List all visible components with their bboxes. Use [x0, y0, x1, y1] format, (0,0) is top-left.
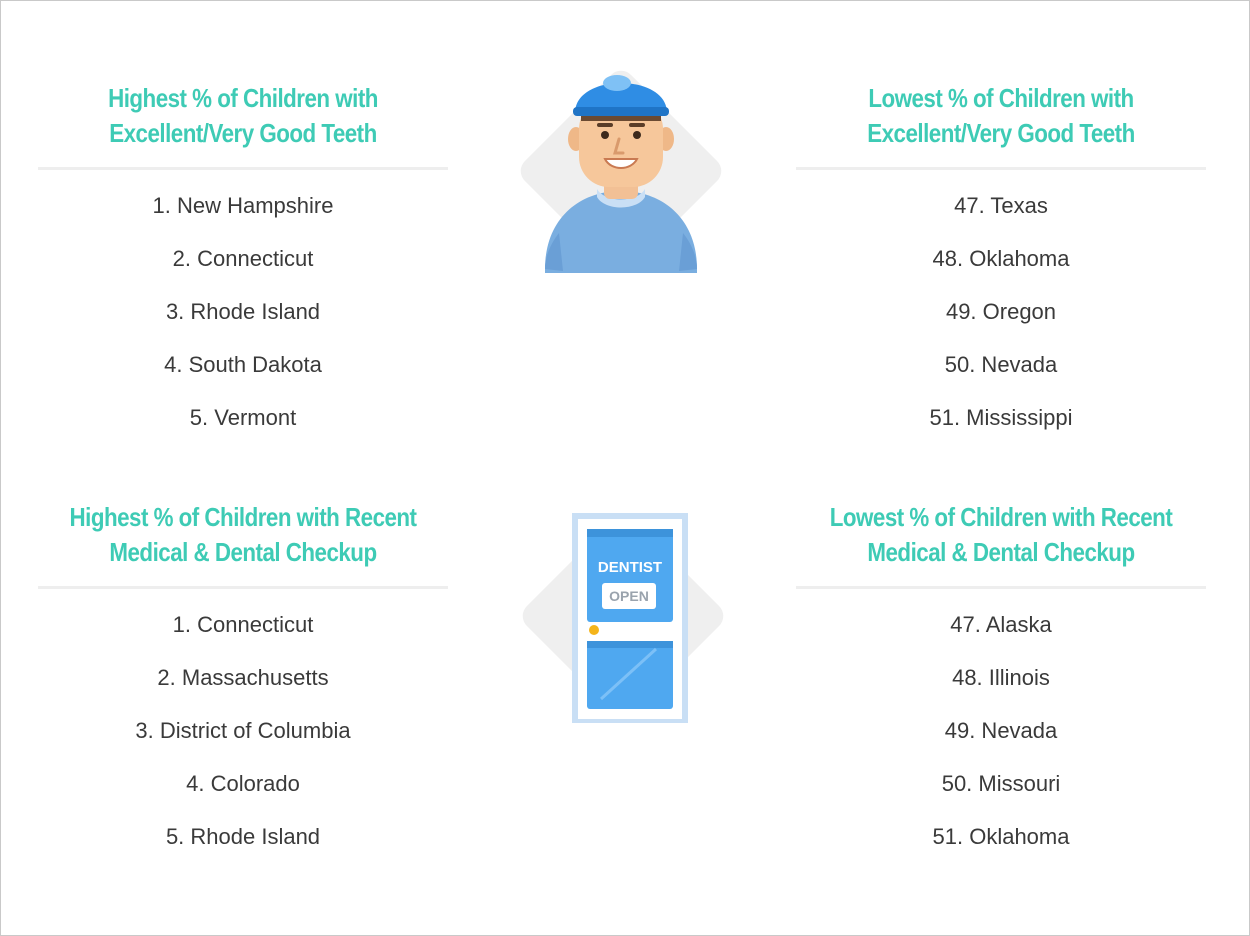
list-item: 47. Alaska: [950, 612, 1052, 637]
panel-title: Highest % of Children with Recent Medical & Dental Checkup: [69, 502, 417, 567]
panel-title: Highest % of Children with Excellent/Very Good Teeth: [108, 83, 378, 148]
list-item: 5. Vermont: [189, 405, 297, 430]
divider: [796, 586, 1206, 589]
panel-title: Lowest % of Children with Excellent/Very Good Teeth: [867, 83, 1135, 148]
list-item: 4. South Dakota: [164, 352, 322, 377]
list-item: 5. Rhode Island: [165, 824, 321, 849]
state-list: [796, 607, 1206, 872]
list-item: 1. New Hampshire: [152, 193, 334, 218]
divider: [796, 167, 1206, 170]
panel-highest-checkup: [38, 500, 448, 872]
list-item: 51. Oklahoma: [932, 824, 1070, 849]
door-sign-text: DENTIST: [597, 559, 663, 576]
divider: [38, 167, 448, 170]
panel-lowest-good-teeth: [796, 81, 1206, 453]
state-list: [38, 188, 448, 453]
list-item: 50. Missouri: [941, 771, 1061, 796]
child-with-cap-icon: [501, 51, 741, 296]
list-item: 48. Illinois: [952, 665, 1050, 690]
list-item: 49. Oregon: [945, 299, 1057, 324]
panel-lowest-checkup: [796, 500, 1206, 872]
list-item: 51. Mississippi: [929, 405, 1073, 430]
dentist-door-icon: [506, 499, 741, 734]
state-list: [38, 607, 448, 872]
list-item: 50. Nevada: [944, 352, 1058, 377]
list-item: 3. Rhode Island: [165, 299, 321, 324]
list-item: 1. Connecticut: [172, 612, 314, 637]
state-list: [796, 188, 1206, 453]
list-item: 47. Texas: [954, 193, 1048, 218]
panel-highest-good-teeth: [38, 81, 448, 453]
list-item: 2. Massachusetts: [157, 665, 329, 690]
list-item: 2. Connecticut: [172, 246, 314, 271]
list-item: 49. Nevada: [944, 718, 1058, 743]
list-item: 4. Colorado: [186, 771, 300, 796]
divider: [38, 586, 448, 589]
open-sign-text: OPEN: [609, 588, 649, 604]
list-item: 48. Oklahoma: [932, 246, 1070, 271]
panel-title: Lowest % of Children with Recent Medical & Dental Checkup: [829, 502, 1173, 567]
list-item: 3. District of Columbia: [135, 718, 351, 743]
